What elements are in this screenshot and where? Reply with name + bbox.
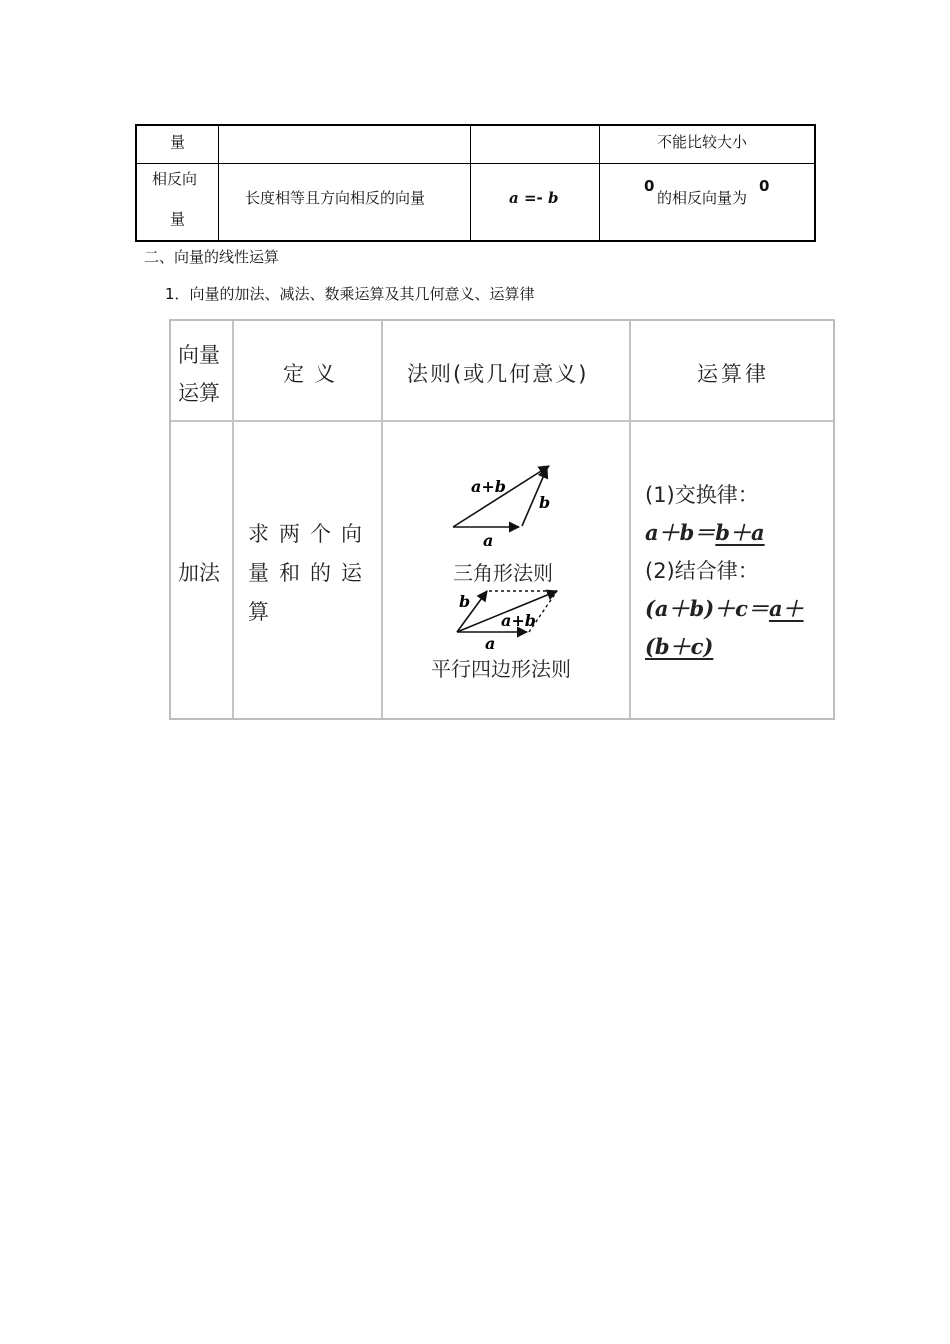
label-b: b [539, 493, 551, 512]
triangle-rule-caption: 三角形法则 [453, 561, 553, 585]
row2-note-text: 的相反向量为 [657, 189, 748, 207]
header-rule: 法则(或几何意义) [407, 362, 589, 386]
table-divider [137, 163, 814, 164]
addition-definition-line3: 算 [248, 600, 279, 624]
section-heading: 二、向量的线性运算 [144, 248, 280, 266]
addition-definition-line2: 量和的运 [248, 561, 372, 585]
associative-law-formula-line2: (b＋c) [645, 634, 714, 659]
header-operation-line1: 向量 [178, 343, 220, 367]
label-a-plus-b: a+b [471, 477, 506, 496]
table-divider [171, 420, 833, 422]
zero-vector-symbol: 0 [759, 177, 770, 195]
parallelogram-rule-caption: 平行四边形法则 [431, 657, 571, 681]
associative-law-formula-line1: (a＋b)＋c＝a＋ [645, 596, 804, 621]
row1-term: 量 [170, 133, 186, 151]
row2-term-line1: 相反向 [152, 170, 198, 188]
label-a: a [483, 531, 494, 550]
label-b: b [459, 592, 471, 611]
triangle-rule-diagram [441, 456, 571, 551]
row2-notation: a =- b [509, 189, 559, 207]
addition-definition-line1: 求两个向 [248, 522, 372, 546]
vector-operations-table [169, 319, 835, 720]
operation-addition: 加法 [178, 561, 220, 585]
commutative-law-formula: a＋b＝b＋a [645, 520, 765, 545]
table-divider [599, 126, 600, 240]
associative-law-title: (2)结合律： [645, 559, 759, 583]
header-definition: 定义 [283, 362, 345, 386]
parallelogram-rule-diagram [441, 583, 571, 655]
row1-note: 不能比较大小 [657, 133, 748, 151]
table-divider [232, 321, 234, 718]
header-laws: 运算律 [697, 362, 769, 386]
table-divider [629, 321, 631, 718]
label-a-plus-b: a+b [501, 611, 536, 630]
label-a: a [485, 634, 496, 653]
vector-definitions-table [135, 124, 816, 242]
zero-vector-symbol: 0 [644, 177, 655, 195]
row2-term-line2: 量 [170, 210, 186, 228]
table-divider [381, 321, 383, 718]
header-operation-line2: 运算 [178, 381, 220, 405]
table-divider [470, 126, 471, 240]
row2-definition: 长度相等且方向相反的向量 [245, 189, 426, 207]
table-divider [218, 126, 219, 240]
subsection-heading: 1．向量的加法、减法、数乘运算及其几何意义、运算律 [165, 285, 535, 303]
commutative-law-title: (1)交换律： [645, 483, 759, 507]
